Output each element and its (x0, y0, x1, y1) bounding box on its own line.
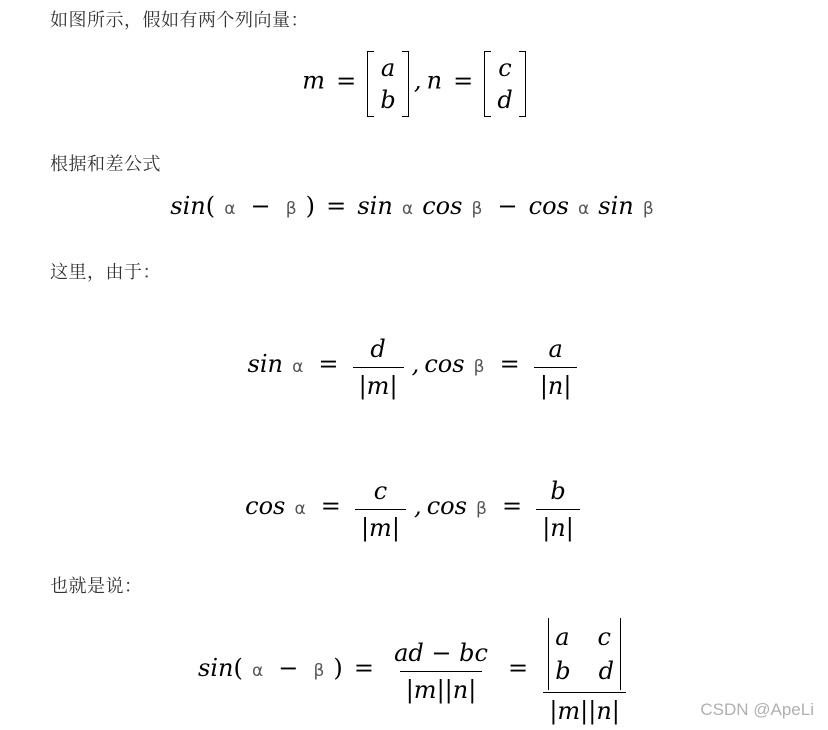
minus-sign: − (250, 192, 271, 220)
sine-difference-formula (0, 192, 828, 220)
beta-symbol: β (285, 199, 297, 219)
beta-symbol: β (313, 661, 325, 681)
det-entry-d: d (598, 657, 614, 685)
sin-label: sin (170, 192, 206, 220)
det-entry-c: c (597, 623, 611, 651)
cos-alpha-cos-beta-equation (0, 477, 828, 542)
cos-label: cos (422, 192, 463, 220)
denominator-abs-m: |m| (355, 509, 406, 542)
cos-label: cos (426, 492, 467, 520)
right-paren: ) (305, 192, 316, 220)
numerator-ad-bc: ad − bc (394, 639, 488, 667)
det-entry-a: a (555, 623, 570, 651)
alpha-symbol: α (292, 357, 304, 377)
cos-label: cos (424, 350, 465, 378)
alpha-symbol: α (577, 199, 590, 219)
comma: , (414, 492, 422, 520)
vector-n-matrix (484, 50, 525, 118)
right-bracket (402, 51, 409, 117)
minus-sign: − (497, 192, 518, 220)
beta-symbol: β (476, 499, 487, 519)
equals-sign: = (336, 66, 357, 95)
fraction-a-over-n (534, 335, 578, 400)
matrix-entry-b: b (380, 86, 396, 114)
vector-definition-equation (0, 50, 828, 118)
matrix-entry-a: a (380, 54, 396, 82)
minus-sign: − (278, 654, 299, 682)
matrix-entry-d: d (497, 86, 513, 114)
cos-label: cos (245, 492, 286, 520)
equals-sign: = (320, 492, 341, 520)
equals-sign: = (508, 654, 529, 682)
fraction-determinant (542, 618, 627, 725)
determinant (548, 618, 621, 690)
alpha-symbol: α (224, 199, 236, 219)
numerator-b: b (550, 477, 566, 505)
denominator-abs-n: |n| (536, 509, 580, 542)
fraction-c-over-m (355, 477, 406, 542)
sin-label: sin (598, 192, 634, 220)
left-paren: ( (233, 654, 243, 682)
right-bracket (519, 51, 526, 117)
equals-sign: = (318, 350, 339, 378)
beta-symbol: β (471, 199, 483, 219)
right-paren: ) (333, 654, 343, 682)
sin-alpha-cos-beta-equation (0, 335, 828, 400)
left-paren: ( (205, 192, 216, 220)
alpha-symbol: α (294, 499, 306, 519)
denominator-abs-n: |n| (534, 367, 578, 400)
matrix-entry-c: c (498, 54, 512, 82)
beta-symbol: β (642, 199, 654, 219)
equals-sign: = (502, 492, 523, 520)
comma: , (411, 350, 420, 378)
denominator-abs-m: |m| (353, 367, 404, 400)
equals-sign: = (499, 350, 520, 378)
sin-label: sin (247, 350, 283, 378)
formula-heading-text: 根据和差公式 (50, 154, 161, 175)
cos-label: cos (528, 192, 569, 220)
sin-label: sin (357, 192, 393, 220)
denominator-abs-m-abs-n: |m||n| (400, 671, 483, 704)
fraction-ad-bc (388, 639, 494, 704)
left-bracket (367, 51, 374, 117)
numerator-c: c (373, 477, 388, 505)
beta-symbol: β (473, 357, 485, 377)
var-m: m (302, 66, 326, 95)
det-entry-b: b (555, 657, 571, 685)
vector-m-matrix (367, 50, 408, 118)
sin-label: sin (198, 654, 234, 682)
alpha-symbol: α (401, 199, 414, 219)
numerator-a: a (548, 335, 563, 363)
equals-sign: = (353, 654, 374, 682)
alpha-symbol: α (251, 661, 264, 681)
comma: , (413, 66, 422, 95)
since-text: 这里，由于： (50, 262, 161, 283)
intro-text: 如图所示，假如有两个列向量： (50, 10, 309, 31)
numerator-d: d (370, 335, 386, 363)
that-is-text: 也就是说： (50, 576, 143, 597)
fraction-d-over-m (353, 335, 404, 400)
var-n: n (426, 66, 443, 95)
equals-sign: = (326, 192, 347, 220)
fraction-b-over-n (536, 477, 580, 542)
denominator-abs-m-abs-n: |m||n| (543, 692, 626, 725)
equals-sign: = (453, 66, 474, 95)
left-bracket (484, 51, 491, 117)
csdn-watermark: CSDN @ApeLi (700, 700, 814, 719)
